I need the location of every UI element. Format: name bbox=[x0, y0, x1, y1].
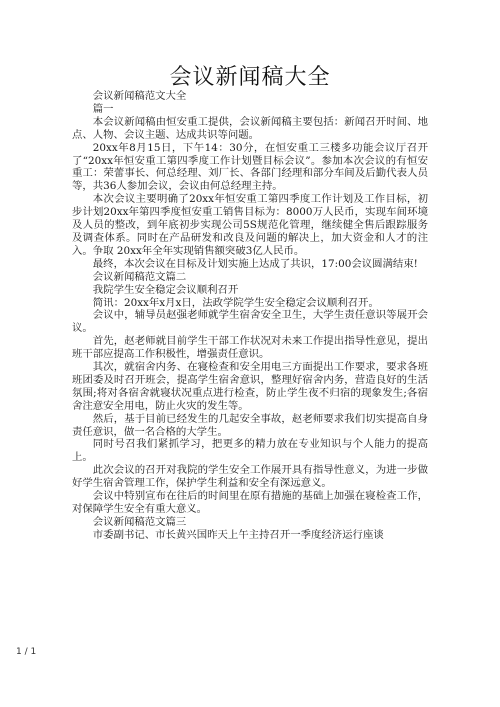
paragraph: 此次会议的召开对我院的学生安全工作展开具有指导性意义，为进一步做好学生宿舍管理工作，保护学生利益和安全有深远意义。 bbox=[72, 464, 428, 490]
paragraph: 其次，就宿舍内务、在寝检查和安全用电三方面提出工作要求，要求各班班团委及时召开班会，提高学生宿舍意识，整理好宿舍内务，营造良好的生活氛围;将对各宿舍就寝状况重点进行检查，防止学生夜不归宿的现象发生;各宿舍注意安全用电，防止火灾的发生等。 bbox=[72, 361, 428, 412]
subheading: 会议新闻稿范文大全 bbox=[92, 90, 187, 102]
document-title: 会议新闻稿大全 bbox=[169, 65, 331, 90]
section-label: 篇一 bbox=[92, 102, 114, 115]
paragraph: 会议中特别宣布在往后的时间里在原有措施的基础上加强在寝检查工作，对保障学生安全有重大意义。 bbox=[72, 490, 428, 515]
section-heading: 会议新闻稿范文篇二 bbox=[92, 270, 187, 283]
paragraph: 同时号召我们紧抓学习，把更多的精力放在专业知识与个人能力的提高上。 bbox=[72, 438, 428, 464]
section-heading: 会议新闻稿范文篇三 bbox=[92, 515, 187, 528]
document-body bbox=[72, 90, 428, 542]
paragraph: 本会议新闻稿由恒安重工提供，会议新闻稿主要包括：新闻召开时间、地点、人物、会议主题、达成共识等问题。 bbox=[72, 115, 428, 141]
page-number: 1 / 1 bbox=[16, 647, 37, 657]
paragraph: 简讯：20xx年x月x日，法政学院学生安全稳定会议顺利召开。 bbox=[92, 296, 379, 309]
paragraph: 最终，本次会议在目标及计划实施上达成了共识，17:00会议圆满结束! bbox=[92, 257, 418, 270]
paragraph: 首先，赵老师就目前学生干部工作状况对未来工作提出指导性意见，提出班干部应提高工作积极性，增强责任意识。 bbox=[72, 335, 428, 361]
article-title: 我院学生安全稳定会议顺利召开 bbox=[92, 283, 239, 296]
paragraph: 20xx年8月15日，下午14：30分，在恒安重工三楼多功能会议厅召开了“20xx年恒安重工第四季度工作计划暨目标会议”。参加本次会议的有恒安重工：荣蕾事长、何总经理、刘厂长、各部门经理和部分车间及后勤代表人员等，共36人参加会议，会议由何总经理主持。 bbox=[72, 141, 428, 193]
paragraph: 本次会议主要明确了20xx年恒安重工第四季度工作计划及工作目标，初步计划20xx年第四季度恒安重工销售目标为：8000万人民币，实现车间环境及人员的整改，到年底初步实现公司5S规范化管理，继续健全售后跟踪服务及调查体系。同时在产品研发和改良及问题的解决上，加大资金和人才的注入。争取 20xx年全年实现销售额突破3亿人民币。 bbox=[72, 193, 428, 257]
paragraph: 然后，基于目前已经发生的几起安全事故，赵老师要求我们切实提高自身责任意识，做一名合格的大学生。 bbox=[72, 412, 428, 438]
paragraph: 市委副书记、市长黄兴国昨天上午主持召开一季度经济运行座谈 bbox=[92, 528, 384, 541]
paragraph: 会议中，辅导员赵强老师就学生宿舍安全卫生，大学生责任意识等展开会议。 bbox=[72, 309, 428, 335]
